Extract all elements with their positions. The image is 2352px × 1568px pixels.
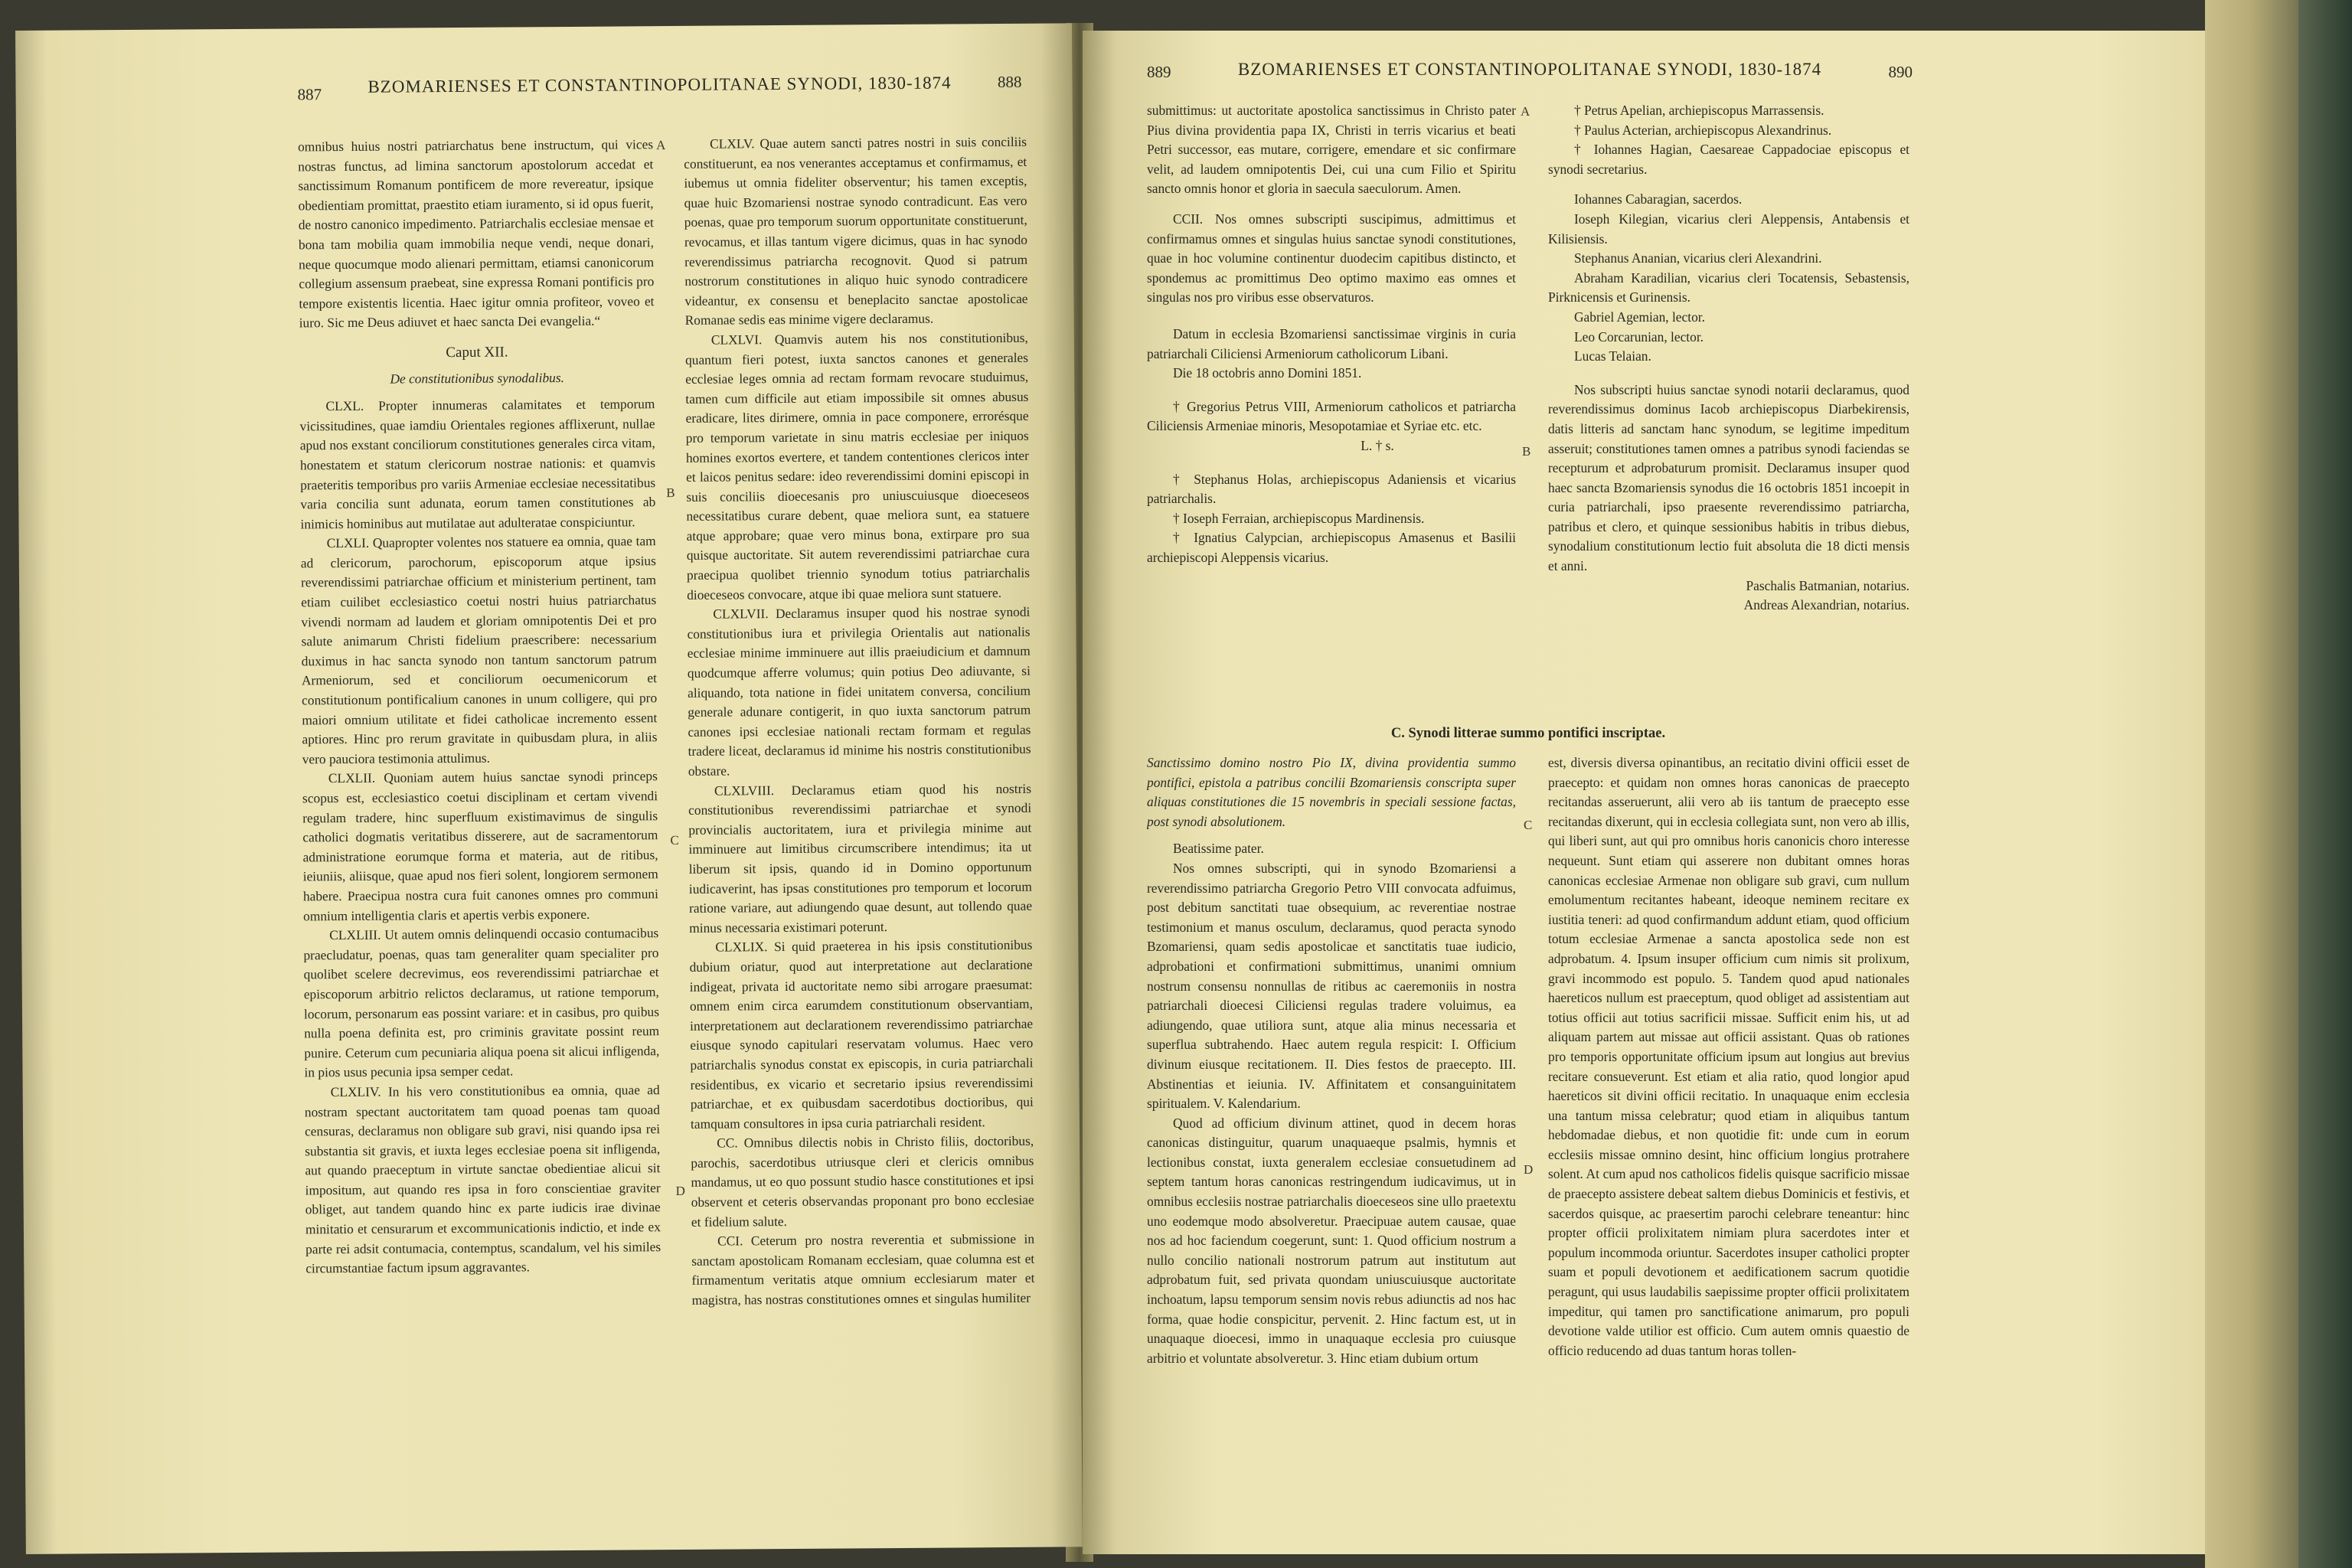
signature: † Stephanus Holas, archiepiscopus Adaniensis et vicarius patriarchalis. [1147, 471, 1516, 507]
right-page-column-1 [1147, 101, 1516, 698]
paragraph: Nos omnes subscripti, qui in synodo Bzomariensi a reverendissimo patriarcha Gregorio Petro VIII convocata adfuimus, post debitum sanctitati tuae obsequium, ac reverentiae nostrae testimonium et manus osculum, declaramus, quod peracta synodo Bzomariensi, quam sedis apostolicae et sanctitatis tuae iudicio, adprobationi et confirmationi submittimus, unanimi omnium nostrum consensu nonnullas de ritibus ac caeremoniis in nostra patriarchali dioecesi Ciliciensi regulas tradere voluimus, ea adiungendo, quae utiliora sunt, atque alia minus necessaria et superflua subtrahendo. Haec autem regula respicit: I. Officium divinum eiusque recitationem. II. Dies festos de praecepto. III. Abstinentias et ieiunia. IV. Affinitatem et consanguinitatem spiritualem. V. Kalendarium. [1147, 860, 1516, 1112]
paragraph: CLXLVIII. Declaramus etiam quod his nostris constitutionibus reverendissimi patriarchae et synodi provincialis auctoritatem, iura et privilegia minime aut imminuere aut limitibus circumscribere intendimus; ita ut liberum sit ipsis, quando id in Domino opportunum iudicaverint, has ipsas constitutiones pro temporum et locorum ratione variare, aut adiungendo quae desunt, aut tollendo quae minus necessaria existimari poterunt. [688, 780, 1033, 936]
paragraph: CLXLIV. In his vero constitutionibus ea omnia, quae ad nostram spectant auctoritatem tam quoad poenas tam quoad censuras, declaramus non obligare sub gravi, nisi quando ipsa rei substantia sit gravis, et iuxta leges ecclesiae poena sit infligenda, aut quando praeceptum in virtute sanctae obedientiae alicui sit impositum, aut quando res ipsa in foro conscientiae graviter obliget, aut tandem quando hinc ex parte iudicis irae divinae minitatio et censurarum et excommunicationis indictio, et inde ex parte rei adsit contumacia, contemptus, scandalum, vel his similes circumstantiae factum ipsum aggravantes. [304, 1082, 662, 1276]
paragraph: omnibus huius nostri patriarchatus bene instructum, qui vices nostras functus, ad limina sanctorum apostolorum accedat et sanctissimum Romanum pontificem de more revereatur, ipsique obedientiam promittat, praestito etiam iuramento, si id opus fuerit, de nostro canonico impedimento. Patriarchalis ecclesiae mensae et bona tam mobilia quam immobilia neque vendi, neque donari, neque quocumque modo alienari permittam, etiamsi canonicorum collegium assensum praebeat, sine expressa Romani pontificis pro tempore existentis licentia. Haec igitur omnia profiteor, voveo et iuro. Sic me Deus adiuvet et haec sancta Dei evangelia.“ [297, 136, 655, 331]
margin-letter-a: A [1521, 104, 1530, 119]
signature: † Petrus Apelian, archiepiscopus Marrassensis. [1574, 103, 1824, 118]
signature: † Gregorius Petrus VIII, Armeniorum catholicos et patriarcha Ciliciensis Armeniae minoris, Mesopotamiae et Syriae etc. etc. [1147, 398, 1516, 434]
signature: † Iohannes Hagian, Caesareae Cappadociae episcopus et synodi secretarius. [1548, 142, 1909, 177]
paragraph: est, diversis diversa opinantibus, an recitatio divini officii esset de praecepto: et quidam non omnes horas canonicas de praecepto recitandas asseruerunt, alii vero ab iis tantum de praecepto esse recitandas dixerunt, qui in ecclesia collegiata sunt, non vero ab illis, qui liberi sunt, aut qui pro omnibus horis canonicis choro interesse nequeunt. Sunt etiam qui asserere non dubitant omnes horas canonicas ecclesiae Armenae non obligare sub gravi, cum nullum emolumentum recitantes habeant, ideoque neminem recitare ex iustitia teneri: ad quod confirmandum addunt etiam, quod officium totum ecclesiae Armenae a sancta apostolica sede non est adprobatum. 4. Ipsum insuper officium cum nimis sit prolixum, gravi incommodo est populo. 5. Tandem quod apud nationales haereticos nullum est praeceptum, quod obliget ad assistentiam aut totius officii aut totius sacrificii missae. Sufficit enim his, ut ad aliquam partem aut missae aut officii assistant. Quas ob rationes pro temporis opportunitate officium ipsum aut longius aut brevius recitare consueverunt. Est etiam et alia ratio, quod longior apud haereticos sit divini officii recitatio. In unaquaque enim ecclesia una tantum missa celebratur; quod etiam in aliquibus tantum hebdomadae diebus, et non quotidie fit: unde cum in eorum ecclesiis missae omnino desint, hinc officium longius protrahere solent. At cum apud nos catholicos fidelis quisque sacrificio missae de praecepto assistere debeat saltem diebus Dominicis et festivis, et sacerdos quisque, ac praesertim parochi celebrare teneantur: hinc propter officii prolixitatem nimiam plura sacerdotes inter et populum incommoda oriuntur. Sacerdotes insuper catholici propter suam et populi devotionem et aedificationem sacrum quotidie peragunt, qui usus laudabilis saepissime propter officii prolixitatem impeditur, qui tamen pro sanctificatione animarum, pro populi devotione valde utilior est officio. Cum autem omnis quaestio de officio reducendo ad duas tantum horas tollen- [1548, 755, 1909, 1358]
signature: † Paulus Acterian, archiepiscopus Alexandrinus. [1574, 122, 1832, 138]
paragraph: Nos subscripti huius sanctae synodi notarii declaramus, quod reverendissimus dominus Iacob archiepiscopus Diarbekirensis, datis litteris ad sanctam hanc synodum, se legitime impeditum asseruit; constitutiones tamen omnes a patribus synodi faciendas se recepturum et adprobaturum promisit. Declaramus insuper quod haec sancta Bzomariensis synodus die 16 octobris 1851 incoepit in curia patriarchali, ipso praesente reverendissimo patriarcha, patribus et clero, et quinque sessionibus habitis in tribus diebus, synodalium constitutionum lectio fuit absoluta die 18 dicti mensis et anni. [1548, 381, 1909, 574]
notary-signature: Paschalis Batmanian, notarius. [1746, 577, 1909, 593]
signature: † Ignatius Calypcian, archiepiscopus Amasenus et Basilii archiepiscopi Aleppensis vicarius. [1147, 530, 1516, 565]
salutation: Beatissime pater. [1173, 841, 1264, 857]
right-page-header [1147, 60, 1913, 90]
running-title-left: BZOMARIENSES ET CONSTANTINOPOLITANAE SYNODI, 1830-1874 [368, 73, 952, 96]
book-page-edges [2205, 0, 2352, 1568]
paragraph: CLXLV. Quae autem sancti patres nostri in suis conciliis constituerunt, ea nos venerantes acceptamus et confirmamus, et iubemus ut omnia fideliter observentur; his tamen exceptis, quae huic Bzomariensi nostrae synodo contradicunt. Eas vero poenas, quae pro temporum suorum opportunitate constituerunt, revocamus, et illas tantum vigere dicimus, quas in hac synodo reverendissimus patriarcha recognovit. Quod si patrum nostrorum constitutiones in aliquo huic synodo contradicere videantur, ex consensu et beneplacito sanctae apostolicae Romanae sedis eas minime vigere declaramus. [684, 133, 1028, 328]
paragraph: CLXLVI. Quamvis autem his nos constitutionibus, quantum fieri potest, iuxta sanctos canones et generales ecclesiae leges omnia ad rectam formam revocare studuimus, tamen cum difficile aut etiam impossibile sit omnes abusus eradicare, lites dirimere, omnia in pace componere, errorésque pro temporum varietate in sinu matris ecclesiae per iniquos homines exortos evertere, et tandem contentiones clericos inter et laicos penitus sedare: ideo reverendissimi domini episcopi in suis conciliis dioecesanis pro uniuscuiusque dioeceseos necessitatibus curare debent, quae meliora sunt, ea statuere atque approbare; quae vero minus bona, extirpare pro sua quisque auctoritate. Sit autem reverendissimi patriarchae cura praecipua quolibet triennio synodum totius patriarchalis dioeceseos convocare, atque ibi quae meliora sunt statuere. [684, 329, 1031, 603]
margin-letter-c: C [670, 832, 679, 848]
paragraph: CLXLII. Quoniam autem huius sanctae synodi princeps scopus est, ecclesiastico coetui disciplinam et certam vivendi regulam tradere, hinc superfluum existimavimus de singulis catholici dogmatis veritatibus disserere, aut de sacramentorum administratione eorumque forma et materia, aut de ritibus, ieiuniis, aliisque, quae apud nos fieri solent, longiorem sermonem habere. Praecipua nostra cura fuit canones omnes pro communi omnium intelligentia claris et apertis verbis exponere. [302, 768, 658, 923]
notary-signature: Andreas Alexandrian, notarius. [1743, 597, 1909, 613]
book-cover-edge [2298, 0, 2352, 1568]
seal-mark: L. † s. [1361, 437, 1394, 453]
paragraph: CCI. Ceterum pro nostra reverentia et submissione in sanctam apostolicam Romanam ecclesiam, quae columna est et firmamentum veritatis atque omnium ecclesiarum mater et magistra, has nostras constitutiones omnes et singulas humiliter [691, 1230, 1035, 1308]
paragraph: Quod ad officium divinum attinet, quod in decem horas canonicas distinguitur, quarum unaquaeque psalmis, hymnis et lectionibus constat, iuxta generalem ecclesiae consuetudinem ad septem tantum horas canonicas restringendum iudicavimus, ut in omnibus ecclesiis nostrae patriarchalis dioeceseos sine ullo praetextu uno eodemque modo absolveretur. Praecipuae autem causae, quae nos ad hoc faciendum coegerunt, sunt: 1. Quod officium nostrum a nullo concilio nationali nostrorum patrum aut institutum aut adprobatum fuit, sed privata quondam uniuscuiusque auctoritate inchoatum, lapsu temporum sensim novis rebus adiunctis ad nos hac forma, quae hodie conspicitur, pervenit. 2. Hinc factum est, ut in unaquaque dioecesi, immo in unaquaque ecclesia pro cuiusque arbitrio et voluntate absolveretur. 3. Hinc etiam dubium ortum [1147, 1115, 1516, 1366]
page-number-888: 888 [997, 72, 1022, 92]
right-page [1083, 31, 2208, 1554]
paragraph: CCII. Nos omnes subscripti suscipimus, admittimus et confirmamus omnes et singulas huius sanctae synodi constitutiones, quae in hoc volumine continentur duodecim capitibus distincto, et spondemus ac promittimus Deo optimo maximo eas omnes et singulas nos pro viribus esse observaturos. [1147, 211, 1516, 305]
paragraph: CLXL. Propter innumeras calamitates et temporum vicissitudines, quae iamdiu Orientales regiones afflixerunt, nullae apud nos exstant conciliorum constitutiones generales circa vitam, honestatem et statum clericorum nostrae nationis: et quamvis praeteritis temporibus pro variis Armeniae ecclesiae necessitatibus varia concilia sunt adunata, eorum tamen constitutiones ab inimicis hominibus aut mutilatae aut adulteratae conspiciuntur. [299, 396, 656, 532]
margin-letter-c: C [1524, 818, 1533, 832]
signature: † Ioseph Ferraian, archiepiscopus Mardinensis. [1173, 510, 1425, 526]
margin-letter-b: B [1522, 444, 1531, 459]
date-line: Die 18 octobris anno Domini 1851. [1173, 365, 1362, 381]
paragraph: CC. Omnibus dilectis nobis in Christo filiis, doctoribus, parochis, sacerdotibus utriusque cleri et clericis omnibus mandamus, ut eo quo possunt studio hasce constitutiones et ipsi observent et ceteris observandas proponant pro bono ecclesiae et fidelium salute. [691, 1133, 1034, 1230]
signature: Ioseph Kilegian, vicarius cleri Aleppensis, Antabensis et Kilisiensis. [1548, 211, 1909, 247]
margin-letter-b: B [666, 485, 675, 501]
paragraph: CLXLIII. Ut autem omnis delinquendi occasio contumacibus praecludatur, poenas, quas tam generaliter quam specialiter pro quolibet scelere decrevimus, eos reverendissimi patriarchae et episcoporum arbitrio relictos declaramus, ut ratione temporum, locorum, personarum eas possint variare: et in casibus, pro quibus nulla poena definita est, pro criminis gravitate possint reum punire. Ceterum cum pecuniaria aliqua poena sit alicui infligenda, in pios usus pecunia ipsa semper cedat. [303, 925, 660, 1080]
paragraph: Datum in ecclesia Bzomariensi sanctissimae virginis in curia patriarchali Ciliciensi Armeniorum catholicorum Libani. [1147, 325, 1516, 361]
margin-letter-d: D [1524, 1162, 1534, 1177]
page-number-890: 890 [1888, 63, 1913, 81]
signature: Abraham Karadilian, vicarius cleri Tocatensis, Sebastensis, Pirknicensis et Gurinensis. [1548, 270, 1909, 305]
section-heading-wrap [1147, 704, 1909, 750]
signature: Gabriel Agemian, lector. [1574, 309, 1705, 325]
page-number-887: 887 [297, 85, 322, 104]
signature: Stephanus Ananian, vicarius cleri Alexandrini. [1574, 250, 1822, 266]
left-page-header [297, 73, 1021, 109]
paragraph: CLXLI. Quapropter volentes nos statuere ea omnia, quae tam ad clericorum, parochorum, episcoporum atque ipsius reverendissimi patriarchae officium et ministerium pertinent, tam etiam cuilibet ecclesiastico coetui nostri huius patriarchatus vivendi normam ad laudem et gloriam omnipotentis Dei et pro salute animarum Christi fidelium praescribere: necessarium duximus in hac sancta synodo non tantum sanctorum patrum Armeniorum, sed et conciliorum oecumenicorum et constitutionum pontificalium canones in unum colligere, qui pro maiori omnium utilitate et fidei catholicae incremento essent aptiores. Hinc pro rerum gravitate in quibusdam plura, in aliis vero pauciora testimonia attulimus. [300, 533, 658, 767]
signature: Iohannes Cabaragian, sacerdos. [1574, 191, 1743, 207]
chapter-subheading: De constitutionibus synodalibus. [390, 369, 565, 387]
running-title-right: BZOMARIENSES ET CONSTANTINOPOLITANAE SYNODI, 1830-1874 [1237, 60, 1822, 79]
signature: Lucas Telaian. [1574, 348, 1651, 364]
right-page-column-4 [1548, 753, 1909, 1550]
left-page [15, 23, 1083, 1554]
left-page-column-1 [297, 135, 666, 1542]
margin-letter-d: D [675, 1183, 685, 1199]
paragraph: submittimus: ut auctoritate apostolica sanctissimus in Christo pater Pius divina providentia papa IX, Christi in terris vicarius et beati Petri successor, eas mutare, corrigere, emendare et sic confirmare velit, ad laudem omnipotentis Dei, cui una cum Filio et Spiritu sancto omnis honor et gloria in saecula saeculorum. Amen. [1147, 103, 1516, 197]
right-page-column-2 [1548, 101, 1909, 698]
section-title: C. Synodi litterae summo pontifici inscriptae. [1390, 726, 1666, 741]
left-page-column-2 [684, 132, 1037, 1540]
signature: Leo Corcarunian, lector. [1574, 328, 1704, 345]
right-page-column-3 [1147, 753, 1516, 1550]
letter-intro: Sanctissimo domino nostro Pio IX, divina providentia summo pontifici, epistola a patribus concilii Bzomariensis conscripta super aliquas constitutiones die 15 novembris in speciali sessione factas, post synodi absolutionem. [1147, 755, 1516, 829]
chapter-heading: Caput XII. [446, 344, 508, 361]
paragraph: CLXLIX. Si quid praeterea in his ipsis constitutionibus dubium oriatur, quod aut interpretatione aut declaratione indigeat, privata id auctoritate nemo sibi arrogare praesumat: omnem enim circa earumdem constitutionum observantiam, interpretationem aut declarationem reverendissimo patriarchae eiusque synodo capitulari reservatam volumus. Haec vero patriarchalis synodus constat ex episcopis, in curia patriarchali residentibus, ex vicario et secretario ipsius reverendissimi patriarchae, et ex quibusdam sacerdotibus doctioribus, qui tamquam consultores in ipsa curia patriarchali resident. [689, 937, 1034, 1132]
paragraph: CLXLVII. Declaramus insuper quod his nostrae synodi constitutionibus iura et privilegia Orientalis aut nationalis ecclesiae minime imminuere aut illis praeiudicium et damnum quodcumque afferre volumus; quin potius Deo adiuvante, si aliquando, tota natione in fidei unitatem conversa, concilium generale adunare contigerit, in quo iuxta sanctorum patrum canones ipsi ecclesiae nationali rectam formam et regulas tradere liceat, declaramus id minime his nostris constitutionibus obstare. [687, 604, 1031, 779]
margin-letter-a: A [655, 138, 666, 153]
page-number-889: 889 [1147, 63, 1171, 81]
